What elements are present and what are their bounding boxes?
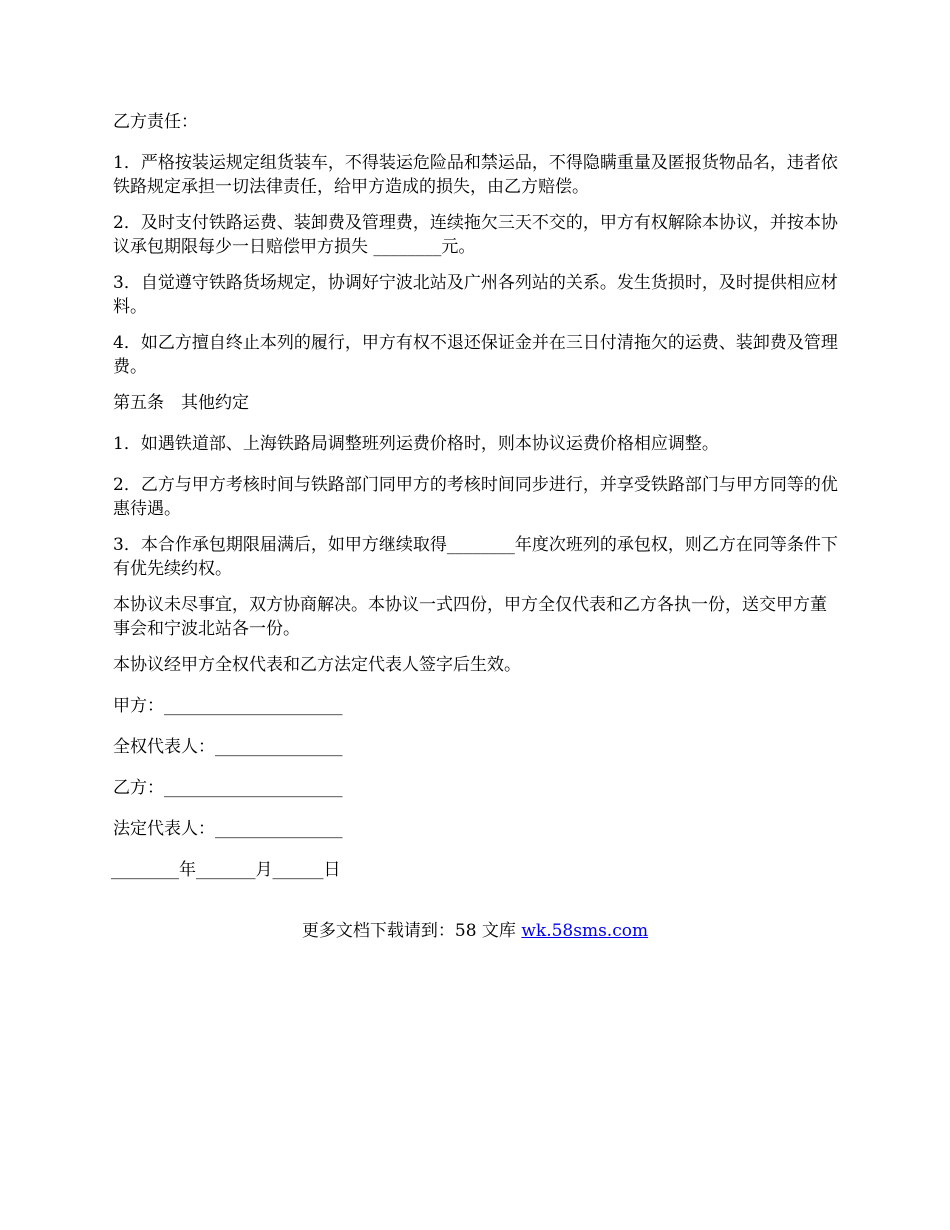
party-b-item-4: 4．如乙方擅自终止本列的履行，甲方有权不退还保证金并在三日付清拖欠的运费、装卸费及管理费。 — [113, 333, 838, 377]
party-b-heading: 乙方责任： — [113, 112, 198, 132]
footer — [0, 919, 950, 943]
closing-paragraph: 本协议未尽事宜，双方协商解决。本协议一式四份，甲方全仅代表和乙方各执一份，送交甲方董事会和宁波北站各一份。 — [113, 595, 827, 639]
document-body — [113, 110, 843, 899]
party-b-signature-line: 乙方：_____________________ — [113, 778, 343, 798]
party-b-item-1: 1．严格按装运规定组货装车，不得装运危险品和禁运品，不得隐瞒重量及匿报货物品名，违者依铁路规定承担一切法律责任，给甲方造成的损失，由乙方赔偿。 — [113, 153, 838, 197]
article-5-heading: 第五条 其他约定 — [113, 393, 249, 413]
other-item-1: 1．如遇铁道部、上海铁路局调整班列运费价格时，则本协议运费价格相应调整。 — [113, 434, 719, 454]
party-a-signature-line: 甲方：_____________________ — [113, 696, 343, 716]
other-item-3: 3．本合作承包期限届满后，如甲方继续取得________年度次班列的承包权，则乙方在同等条件下有优先续约权。 — [113, 535, 838, 579]
signature-block — [113, 694, 843, 882]
legal-representative-signature-line: 法定代表人：_______________ — [113, 819, 343, 839]
party-b-item-3: 3．自觉遵守铁路货场规定，协调好宁波北站及广州各列站的关系。发生货损时，及时提供相应材料。 — [113, 273, 838, 317]
date-line: ________年_______月______日 — [111, 860, 341, 880]
footer-text: 更多文档下载请到：58 文库 — [301, 921, 522, 941]
footer-link[interactable]: wk.58sms.com — [521, 921, 649, 941]
party-b-item-2: 2．及时支付铁路运费、装卸费及管理费，连续拖欠三天不交的，甲方有权解除本协议，并按本协议承包期限每少一日赔偿甲方损失 ________元。 — [113, 213, 838, 257]
effective-clause: 本协议经甲方全权代表和乙方法定代表人签字后生效。 — [113, 655, 521, 675]
other-item-2: 2．乙方与甲方考核时间与铁路部门同甲方的考核时间同步进行，并享受铁路部门与甲方同等的优惠待遇。 — [113, 475, 838, 519]
full-representative-signature-line: 全权代表人：_______________ — [113, 737, 343, 757]
